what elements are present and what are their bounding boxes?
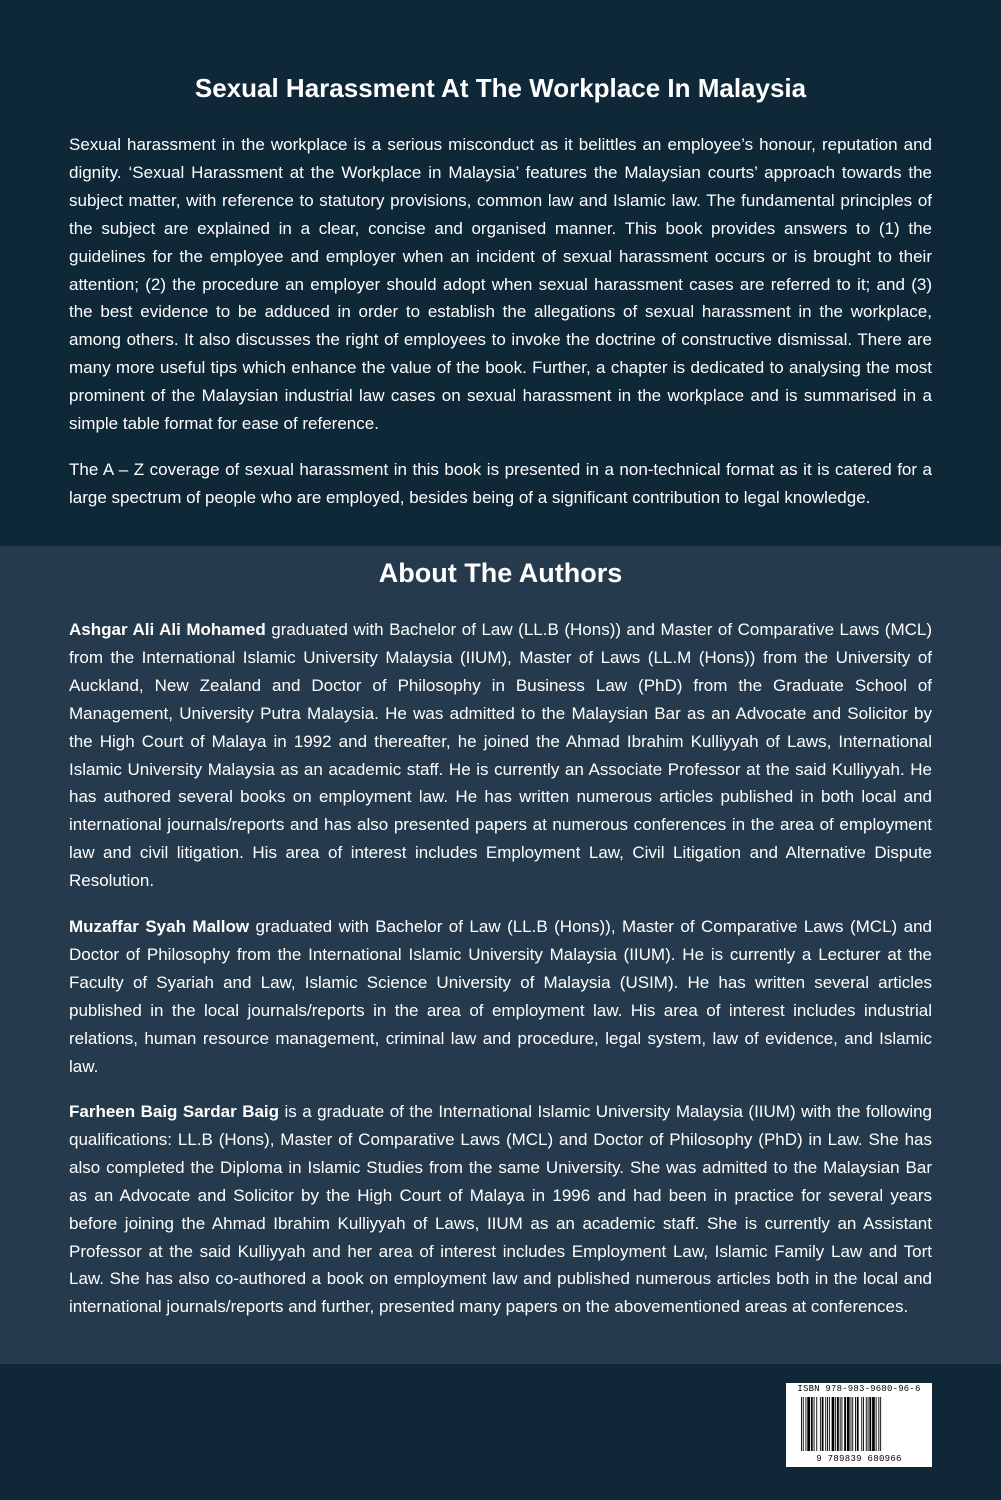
barcode-bar — [803, 1397, 804, 1451]
barcode-bar — [868, 1397, 869, 1451]
barcode-bar — [825, 1397, 826, 1451]
barcode-bar — [880, 1397, 881, 1451]
barcode-bar — [847, 1397, 850, 1451]
barcode-number: 9 789839 680966 — [816, 1454, 902, 1464]
barcode-bar — [866, 1397, 867, 1451]
barcode-bar — [807, 1397, 810, 1451]
barcode-bar — [829, 1397, 830, 1451]
author-name-3: Farheen Baig Sardar Baig — [69, 1102, 280, 1121]
author-bio-text-1: graduated with Bachelor of Law (LL.B (Hons)) and Master of Comparative Laws (MCL) from the International Islamic University Malaysia (IIUM), Master of Laws (LL.M (Hons)) from the University of Auckland, New Zealand and Doctor of Philosophy in Business Law (PhD) from the Graduate School of Management, University Putra Malaysia. He was admitted to the Malaysian Bar as an Advocate and Solicitor by the High Court of Malaya in 1992 and thereafter, he joined the Ahmad Ibrahim Kulliyyah of Laws, International Islamic University Malaysia as an academic staff. He is currently an Associate Professor at the said Kulliyyah. He has authored several books on employment law. He has written numerous articles published in both local and international journals/reports and has also presented papers at numerous conferences in the area of employment law and civil litigation. His area of interest includes Employment Law, Civil Litigation and Alternative Dispute Resolution. — [69, 620, 932, 891]
barcode-bar — [820, 1397, 821, 1451]
barcode-bar — [878, 1397, 879, 1451]
barcode-bar — [835, 1397, 836, 1451]
description-paragraph-1: Sexual harassment in the workplace is a serious misconduct as it belittles an employee’s honour, reputation and dignity. ‘Sexual Harassment at the Workplace in Malaysia’ features the Malaysian courts’ approach towards the subject matter, with reference to statutory provisions, common law and Islamic law. The fundamental principles of the subject are explained in a clear, concise and organised manner. This book provides answers to (1) the guidelines for the employee and employer when an incident of sexual harassment occurs or is brought to their attention; (2) the procedure an employer should adopt when sexual harassment cases are referred to it; and (3) the best evidence to be adduced in order to establish the allegations of sexual harassment in the workplace, among others. It also discusses the right of employees to invoke the doctrine of constructive dismissal. There are many more useful tips which enhance the value of the book. Further, a chapter is dedicated to analysing the most prominent of the Malaysian industrial law cases on sexual harassment in the workplace and is summarised in a simple table format for ease of reference. — [69, 135, 932, 434]
author-name-1: Ashgar Ali Ali Mohamed — [69, 620, 266, 639]
barcode-bar — [857, 1397, 859, 1451]
barcode-bar — [837, 1397, 839, 1451]
barcode-bar — [851, 1397, 852, 1451]
barcode-bar — [852, 1397, 853, 1451]
barcode-bar — [863, 1397, 864, 1451]
author-bio-text-3: is a graduate of the International Islamic University Malaysia (IIUM) with the following qualifications: LL.B (Hons), Master of Comparative Laws (MCL) and Doctor of Philosophy (PhD) in Law. She has also completed the Diploma in Islamic Studies from the same University. She was admitted to the Malaysian Bar as an Advocate and Solicitor by the High Court of Malaya in 1996 and had been in practice for several years before joining the Ahmad Ibrahim Kulliyyah of Laws, IIUM as an academic staff. She is currently an Assistant Professor at the said Kulliyyah and her area of interest includes Employment Law, Islamic Family Law and Tort Law. She has also co-authored a book on employment law and published numerous articles both in the local and international journals/reports and further, presented many papers on the abovementioned areas at conferences. — [69, 1102, 933, 1317]
barcode-bar — [806, 1397, 807, 1451]
authors-heading: About The Authors — [378, 558, 623, 588]
author-bio-3 — [69, 1098, 932, 1321]
barcode-bar — [801, 1397, 802, 1451]
barcode-bar — [844, 1397, 846, 1451]
author-bio-text-2: graduated with Bachelor of Law (LL.B (Hons)), Master of Comparative Laws (MCL) and Doctor of Philosophy from the International Islamic University Malaysia (IIUM). He is currently a Lecturer at the Faculty of Syariah and Law, Islamic Science University of Malaysia (USIM). He has written several articles published in the local journals/reports in the area of employment law. His area of interest includes industrial relations, human resource management, criminal law and procedure, legal system, law of evidence, and Islamic law. — [69, 917, 933, 1076]
barcode-bar — [840, 1397, 841, 1451]
author-name-2: Muzaffar Syah Mallow — [69, 917, 250, 936]
description-paragraph-2: The A – Z coverage of sexual harassment in this book is presented in a non-technical format as it is catered for a large spectrum of people who are employed, besides being of a significant contribution to legal knowledge. — [69, 460, 932, 507]
barcode-bar — [872, 1397, 875, 1451]
barcode-bar — [876, 1397, 877, 1451]
barcode-bar — [861, 1397, 862, 1451]
barcode-bar — [827, 1397, 828, 1451]
isbn-barcode-box — [786, 1383, 932, 1467]
author-bio-2 — [69, 913, 932, 1080]
barcode-bar — [816, 1397, 817, 1451]
description-section — [0, 0, 1001, 546]
authors-section — [0, 546, 1001, 1364]
barcode-bar — [855, 1397, 856, 1451]
isbn-label: ISBN 978-983-9680-96-6 — [797, 1384, 921, 1394]
barcode-bar — [869, 1397, 871, 1451]
barcode-bar — [822, 1397, 824, 1451]
barcode-bar — [814, 1397, 815, 1451]
barcode-bar — [811, 1397, 813, 1451]
book-title: Sexual Harassment At The Workplace In Malaysia — [194, 73, 807, 103]
barcode-bar — [842, 1397, 843, 1451]
author-bio-1 — [69, 616, 932, 895]
barcode-bar — [832, 1397, 835, 1451]
barcode-image — [799, 1397, 919, 1453]
